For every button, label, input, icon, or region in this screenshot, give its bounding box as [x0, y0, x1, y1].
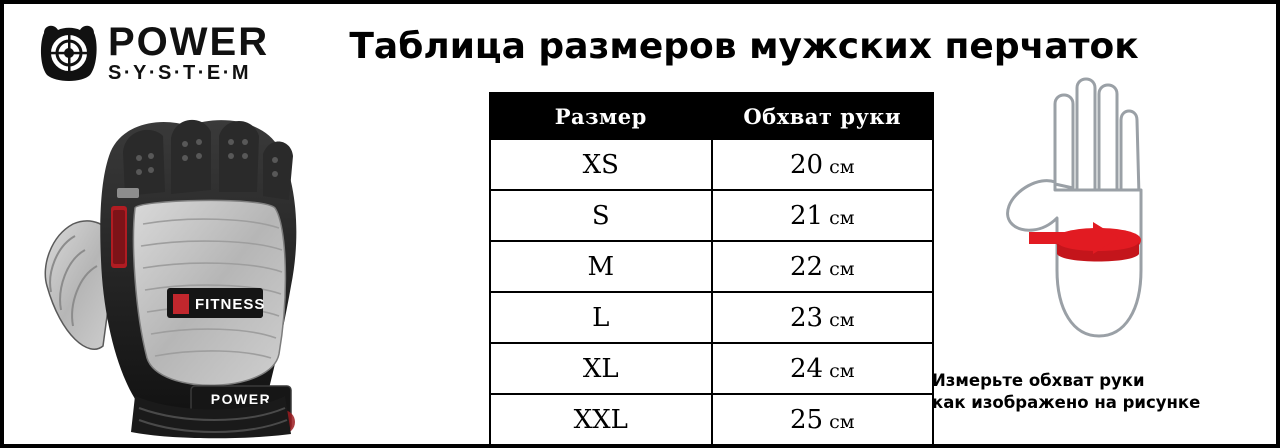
girth-unit: см	[829, 308, 855, 331]
cell-size: L	[490, 292, 712, 343]
size-table	[489, 92, 934, 446]
girth-unit: см	[829, 206, 855, 229]
cell-girth	[712, 190, 934, 241]
table-body	[490, 139, 933, 445]
cell-size: M	[490, 241, 712, 292]
table-row	[490, 343, 933, 394]
girth-unit: см	[829, 257, 855, 280]
cell-girth	[712, 241, 934, 292]
girth-value: 22	[789, 251, 824, 282]
girth-unit: см	[829, 410, 855, 433]
column-header-girth: Обхват руки	[712, 93, 934, 139]
girth-value: 24	[789, 353, 824, 384]
table-row	[490, 190, 933, 241]
measure-instruction	[932, 370, 1262, 415]
cell-girth	[712, 343, 934, 394]
girth-unit: см	[829, 359, 855, 382]
table-header-row	[490, 93, 933, 139]
cell-size: XXL	[490, 394, 712, 445]
girth-value: 21	[789, 200, 824, 231]
table-row	[490, 292, 933, 343]
table-row	[490, 394, 933, 445]
cell-size: XL	[490, 343, 712, 394]
cell-girth	[712, 139, 934, 190]
cell-size: XS	[490, 139, 712, 190]
girth-value: 20	[789, 149, 824, 180]
brand-wordmark	[108, 20, 270, 84]
table-row	[490, 139, 933, 190]
brand-name-power: POWER	[108, 20, 270, 64]
target-bear-logo-icon	[34, 21, 102, 85]
page-title: Таблица размеров мужских перчаток	[349, 26, 1139, 67]
hand-measure-icon	[969, 64, 1234, 364]
girth-value: 25	[789, 404, 824, 435]
table-header	[490, 93, 933, 139]
girth-unit: см	[829, 155, 855, 178]
measure-instruction-line1: Измерьте обхват руки	[932, 371, 1145, 390]
table-row	[490, 241, 933, 292]
cell-size: S	[490, 190, 712, 241]
product-photo-glove	[39, 96, 369, 441]
svg-text:FITNESS: FITNESS	[195, 296, 266, 313]
svg-text:POWER: POWER	[210, 391, 272, 407]
cell-girth	[712, 394, 934, 445]
column-header-size: Размер	[490, 93, 712, 139]
brand-name-system: S·Y·S·T·E·M	[108, 62, 252, 84]
brand-logo	[34, 18, 324, 88]
measure-instruction-line2: как изображено на рисунке	[932, 393, 1201, 413]
cell-girth	[712, 292, 934, 343]
girth-value: 23	[789, 302, 824, 333]
